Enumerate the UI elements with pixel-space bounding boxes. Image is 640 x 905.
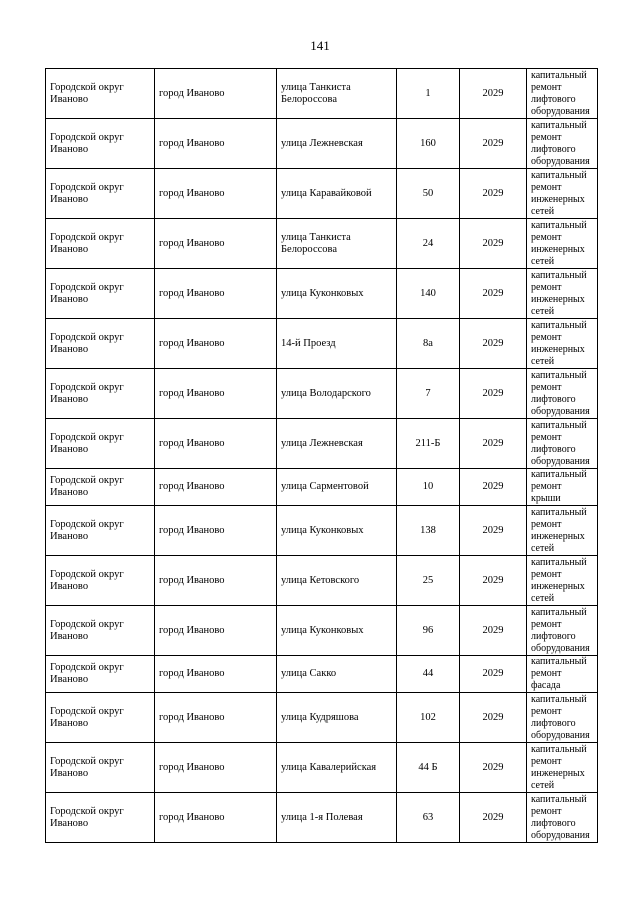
city-cell: город Иваново [155,793,277,843]
street-cell: улица Танкиста Белороссова [277,219,397,269]
table-row [46,269,598,319]
city-cell: город Иваново [155,319,277,369]
house-number-cell: 140 [397,269,460,319]
table-row [46,656,598,693]
street-cell: улица Кавалерийская [277,743,397,793]
city-cell: город Иваново [155,419,277,469]
year-cell: 2029 [460,793,527,843]
street-cell: улица Володарского [277,369,397,419]
municipal-district-cell: Городской округ Иваново [46,169,155,219]
house-number-cell: 25 [397,556,460,606]
street-cell: улица Кетовского [277,556,397,606]
municipal-district-cell: Городской округ Иваново [46,793,155,843]
table-row [46,793,598,843]
city-cell: город Иваново [155,69,277,119]
table-row [46,369,598,419]
municipal-district-cell: Городской округ Иваново [46,219,155,269]
year-cell: 2029 [460,369,527,419]
year-cell: 2029 [460,419,527,469]
year-cell: 2029 [460,469,527,506]
repair-type-cell: капитальный ремонт лифтового оборудования [527,119,598,169]
repair-type-cell: капитальный ремонт инженерных сетей [527,269,598,319]
table-body [46,69,598,843]
house-number-cell: 160 [397,119,460,169]
year-cell: 2029 [460,743,527,793]
page-number: 141 [310,38,330,53]
street-cell: улица Куконковых [277,606,397,656]
street-cell: улица Кудряшова [277,693,397,743]
municipal-district-cell: Городской округ Иваново [46,743,155,793]
house-number-cell: 102 [397,693,460,743]
city-cell: город Иваново [155,119,277,169]
year-cell: 2029 [460,169,527,219]
municipal-district-cell: Городской округ Иваново [46,556,155,606]
city-cell: город Иваново [155,369,277,419]
house-number-cell: 44 [397,656,460,693]
year-cell: 2029 [460,219,527,269]
house-number-cell: 1 [397,69,460,119]
housing-repair-table [45,68,598,843]
street-cell: улица Куконковых [277,506,397,556]
street-cell: улица Лежневская [277,119,397,169]
municipal-district-cell: Городской округ Иваново [46,369,155,419]
repair-type-cell: капитальный ремонт инженерных сетей [527,319,598,369]
city-cell: город Иваново [155,169,277,219]
municipal-district-cell: Городской округ Иваново [46,469,155,506]
year-cell: 2029 [460,119,527,169]
repair-type-cell: капитальный ремонт инженерных сетей [527,556,598,606]
municipal-district-cell: Городской округ Иваново [46,119,155,169]
city-cell: город Иваново [155,606,277,656]
repair-type-cell: капитальный ремонт лифтового оборудования [527,793,598,843]
street-cell: улица Каравайковой [277,169,397,219]
city-cell: город Иваново [155,269,277,319]
city-cell: город Иваново [155,693,277,743]
table-row [46,556,598,606]
municipal-district-cell: Городской округ Иваново [46,606,155,656]
table-row [46,606,598,656]
house-number-cell: 8а [397,319,460,369]
year-cell: 2029 [460,319,527,369]
street-cell: 14-й Проезд [277,319,397,369]
year-cell: 2029 [460,606,527,656]
year-cell: 2029 [460,69,527,119]
table-row [46,419,598,469]
city-cell: город Иваново [155,743,277,793]
street-cell: улица Сакко [277,656,397,693]
year-cell: 2029 [460,693,527,743]
municipal-district-cell: Городской округ Иваново [46,693,155,743]
table-row [46,319,598,369]
table-row [46,469,598,506]
year-cell: 2029 [460,656,527,693]
house-number-cell: 7 [397,369,460,419]
street-cell: улица Куконковых [277,269,397,319]
street-cell: улица 1-я Полевая [277,793,397,843]
house-number-cell: 63 [397,793,460,843]
house-number-cell: 50 [397,169,460,219]
street-cell: улица Сарментовой [277,469,397,506]
repair-type-cell: капитальный ремонт лифтового оборудования [527,369,598,419]
table-row [46,743,598,793]
repair-type-cell: капитальный ремонт инженерных сетей [527,219,598,269]
table-row [46,69,598,119]
city-cell: город Иваново [155,656,277,693]
house-number-cell: 96 [397,606,460,656]
house-number-cell: 211-Б [397,419,460,469]
city-cell: город Иваново [155,556,277,606]
municipal-district-cell: Городской округ Иваново [46,269,155,319]
repair-type-cell: капитальный ремонт крыши [527,469,598,506]
municipal-district-cell: Городской округ Иваново [46,506,155,556]
table-row [46,169,598,219]
municipal-district-cell: Городской округ Иваново [46,319,155,369]
year-cell: 2029 [460,556,527,606]
repair-type-cell: капитальный ремонт лифтового оборудования [527,693,598,743]
repair-type-cell: капитальный ремонт лифтового оборудования [527,419,598,469]
house-number-cell: 138 [397,506,460,556]
repair-type-cell: капитальный ремонт инженерных сетей [527,506,598,556]
municipal-district-cell: Городской округ Иваново [46,656,155,693]
table-row [46,506,598,556]
table-row [46,219,598,269]
house-number-cell: 24 [397,219,460,269]
repair-type-cell: капитальный ремонт лифтового оборудования [527,69,598,119]
year-cell: 2029 [460,506,527,556]
repair-type-cell: капитальный ремонт инженерных сетей [527,743,598,793]
municipal-district-cell: Городской округ Иваново [46,69,155,119]
city-cell: город Иваново [155,469,277,506]
year-cell: 2029 [460,269,527,319]
street-cell: улица Лежневская [277,419,397,469]
city-cell: город Иваново [155,219,277,269]
city-cell: город Иваново [155,506,277,556]
house-number-cell: 10 [397,469,460,506]
table-row [46,693,598,743]
table-row [46,119,598,169]
repair-type-cell: капитальный ремонт фасада [527,656,598,693]
repair-type-cell: капитальный ремонт лифтового оборудования [527,606,598,656]
repair-type-cell: капитальный ремонт инженерных сетей [527,169,598,219]
municipal-district-cell: Городской округ Иваново [46,419,155,469]
street-cell: улица Танкиста Белороссова [277,69,397,119]
house-number-cell: 44 Б [397,743,460,793]
